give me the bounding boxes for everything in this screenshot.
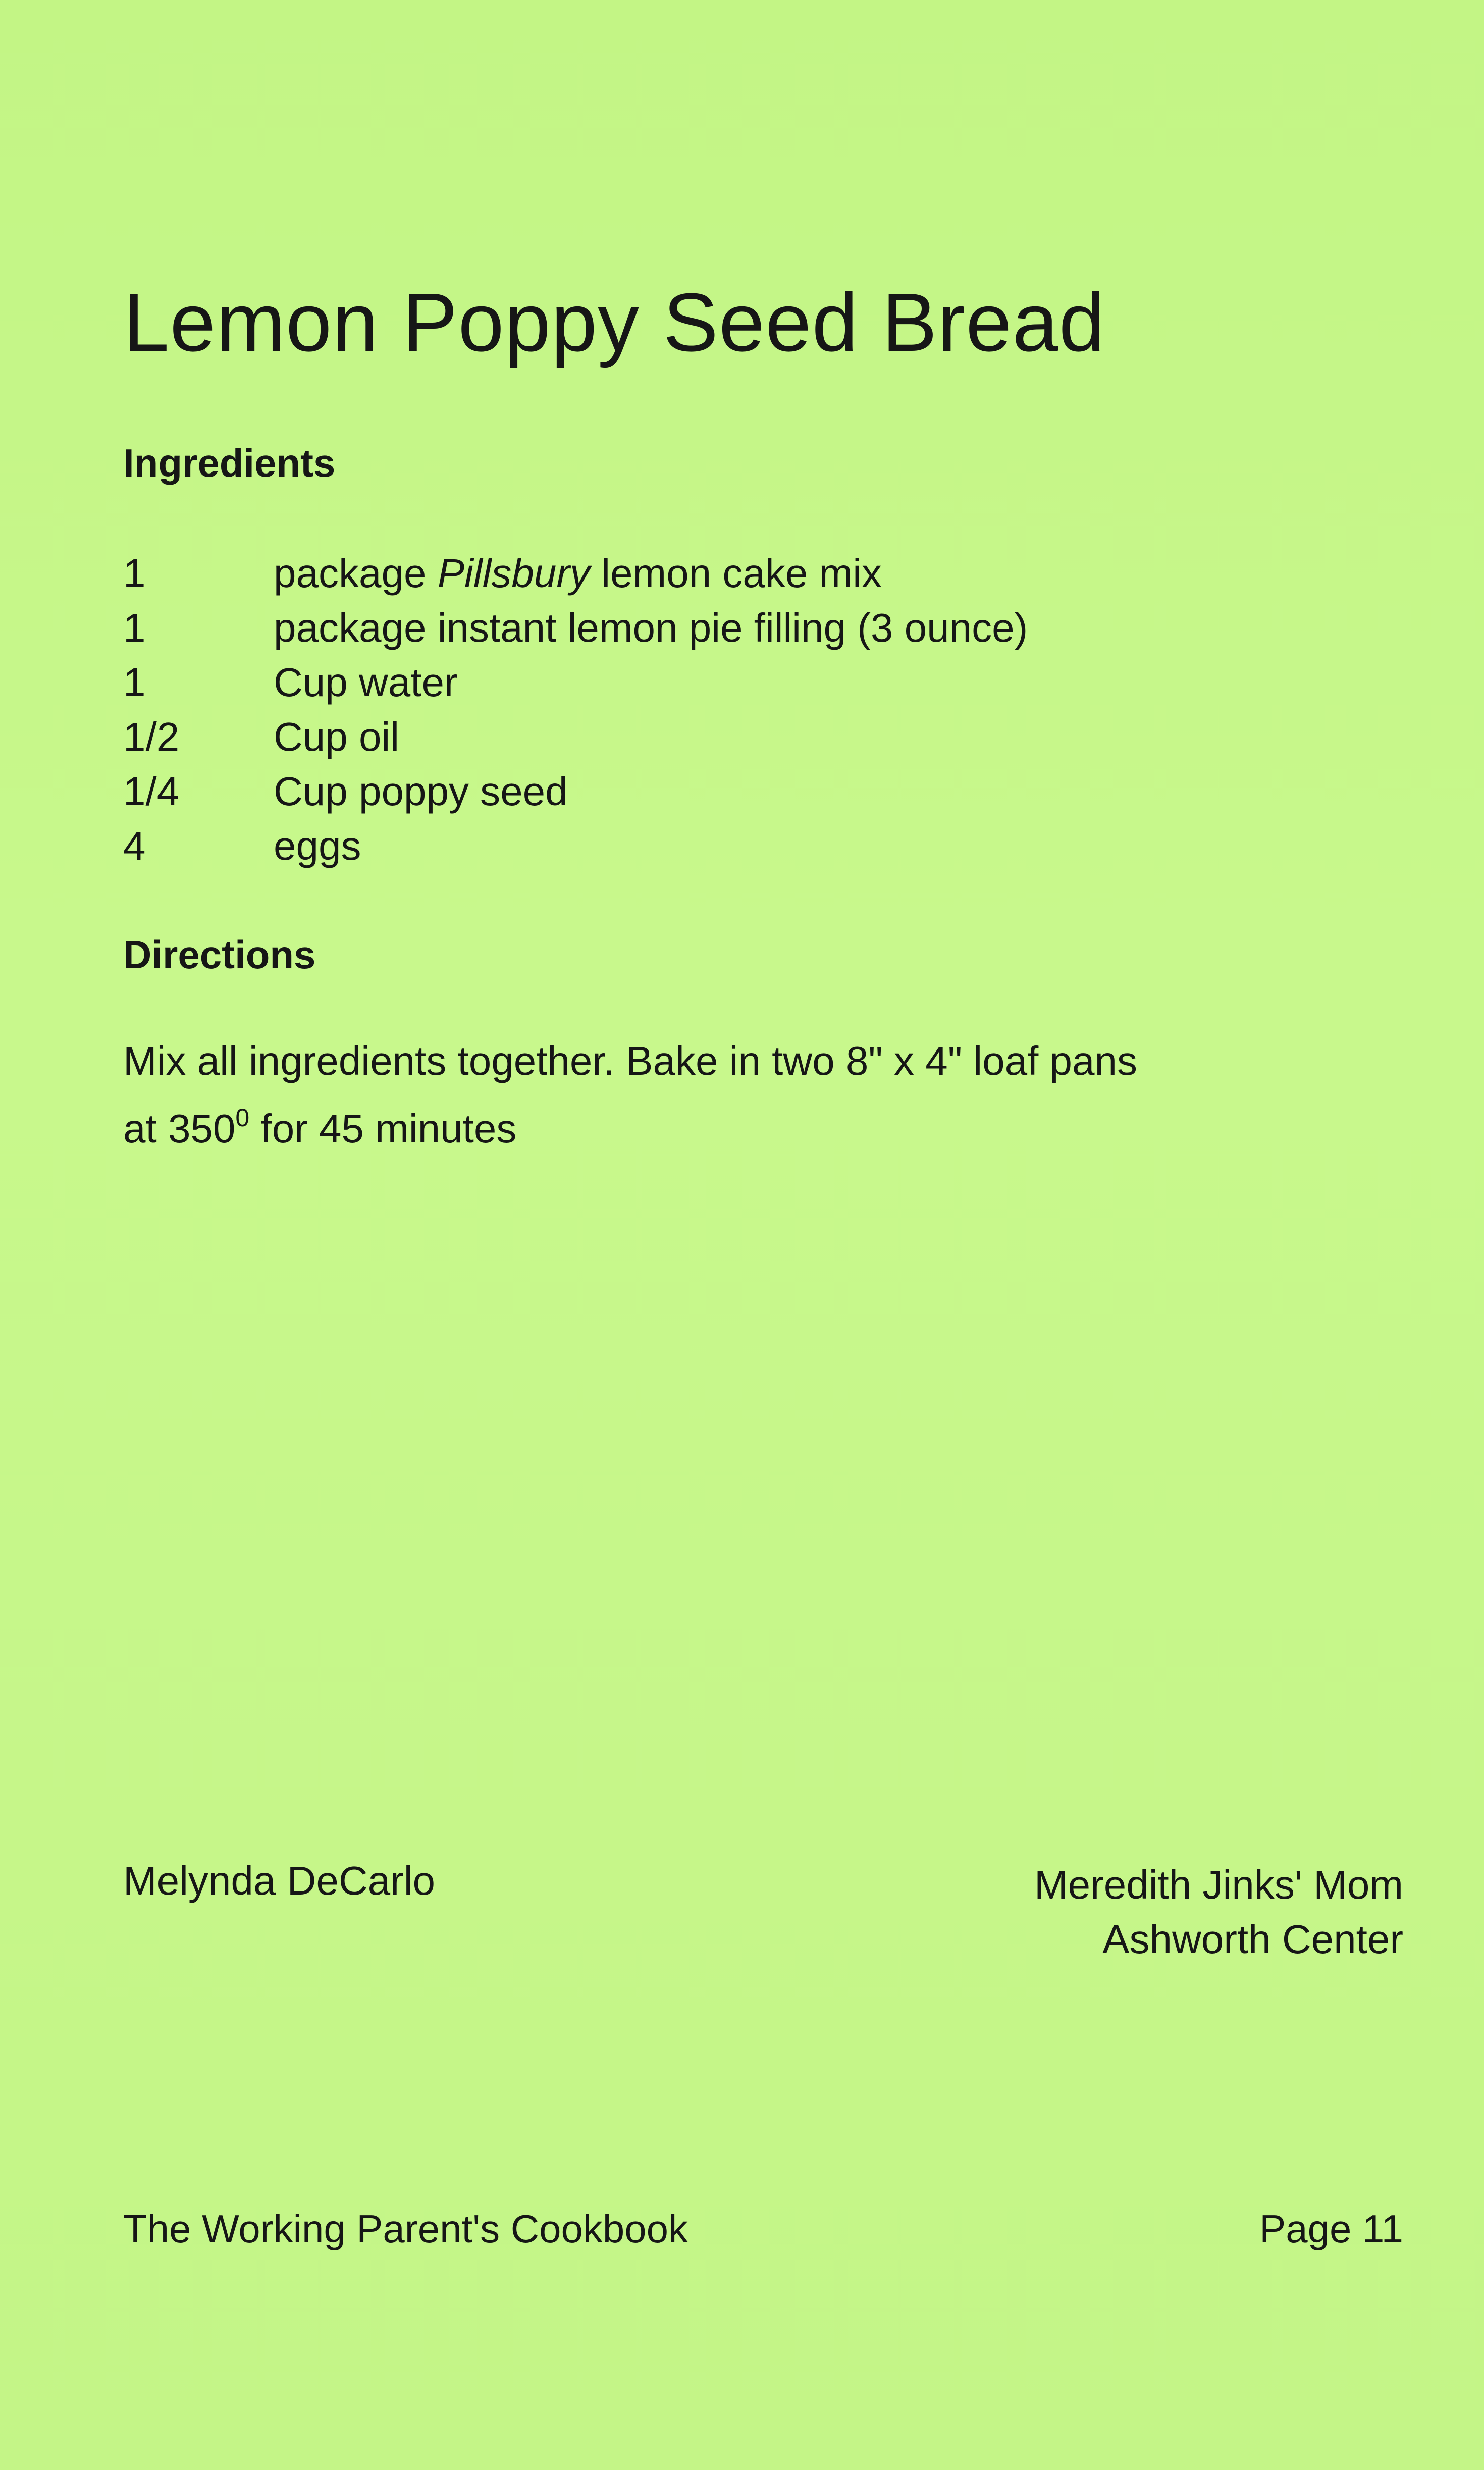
page-number: Page 11 [1259,2206,1403,2251]
contributor-relation: Meredith Jinks' Mom [1034,1862,1403,1907]
ingredient-name: Cup water [274,660,458,705]
ingredients-list [123,546,1028,873]
ingredient-row [123,655,1028,710]
ingredient-quantity: 1 [123,551,146,596]
contributor-affiliation [1034,1858,1403,1967]
ingredient-row [123,601,1028,655]
brand-name: Pillsbury [437,551,590,596]
book-title-footer: The Working Parent's Cookbook [123,2206,688,2251]
ingredient-quantity: 1/2 [123,714,180,759]
ingredient-name: eggs [274,823,361,868]
ingredients-heading: Ingredients [123,441,336,485]
ingredient-quantity: 1 [123,605,146,650]
ingredient-row [123,710,1028,764]
directions-heading: Directions [123,932,316,977]
recipe-title: Lemon Poppy Seed Bread [123,276,1105,369]
ingredient-quantity: 1 [123,660,146,705]
directions-line: Mix all ingredients together. Bake in two 8" x 4" loaf pans [123,1038,1138,1083]
contributor-center: Ashworth Center [1102,1917,1403,1962]
ingredient-row [123,546,1028,601]
ingredient-name: Cup oil [274,714,400,759]
contributor-name: Melynda DeCarlo [123,1858,436,1903]
ingredient-name: package instant lemon pie filling (3 ounce) [274,605,1028,650]
ingredient-row [123,819,1028,873]
directions-text [123,1033,1415,1157]
ingredient-name: Cup poppy seed [274,769,568,814]
ingredient-name: package Pillsbury lemon cake mix [274,551,882,596]
ingredient-row [123,764,1028,819]
directions-line: at $350^0$ for 45 minutes [123,1103,517,1151]
ingredient-quantity: 4 [123,823,146,868]
degree-symbol: 0 [235,1103,250,1132]
ingredient-quantity: 1/4 [123,769,180,814]
